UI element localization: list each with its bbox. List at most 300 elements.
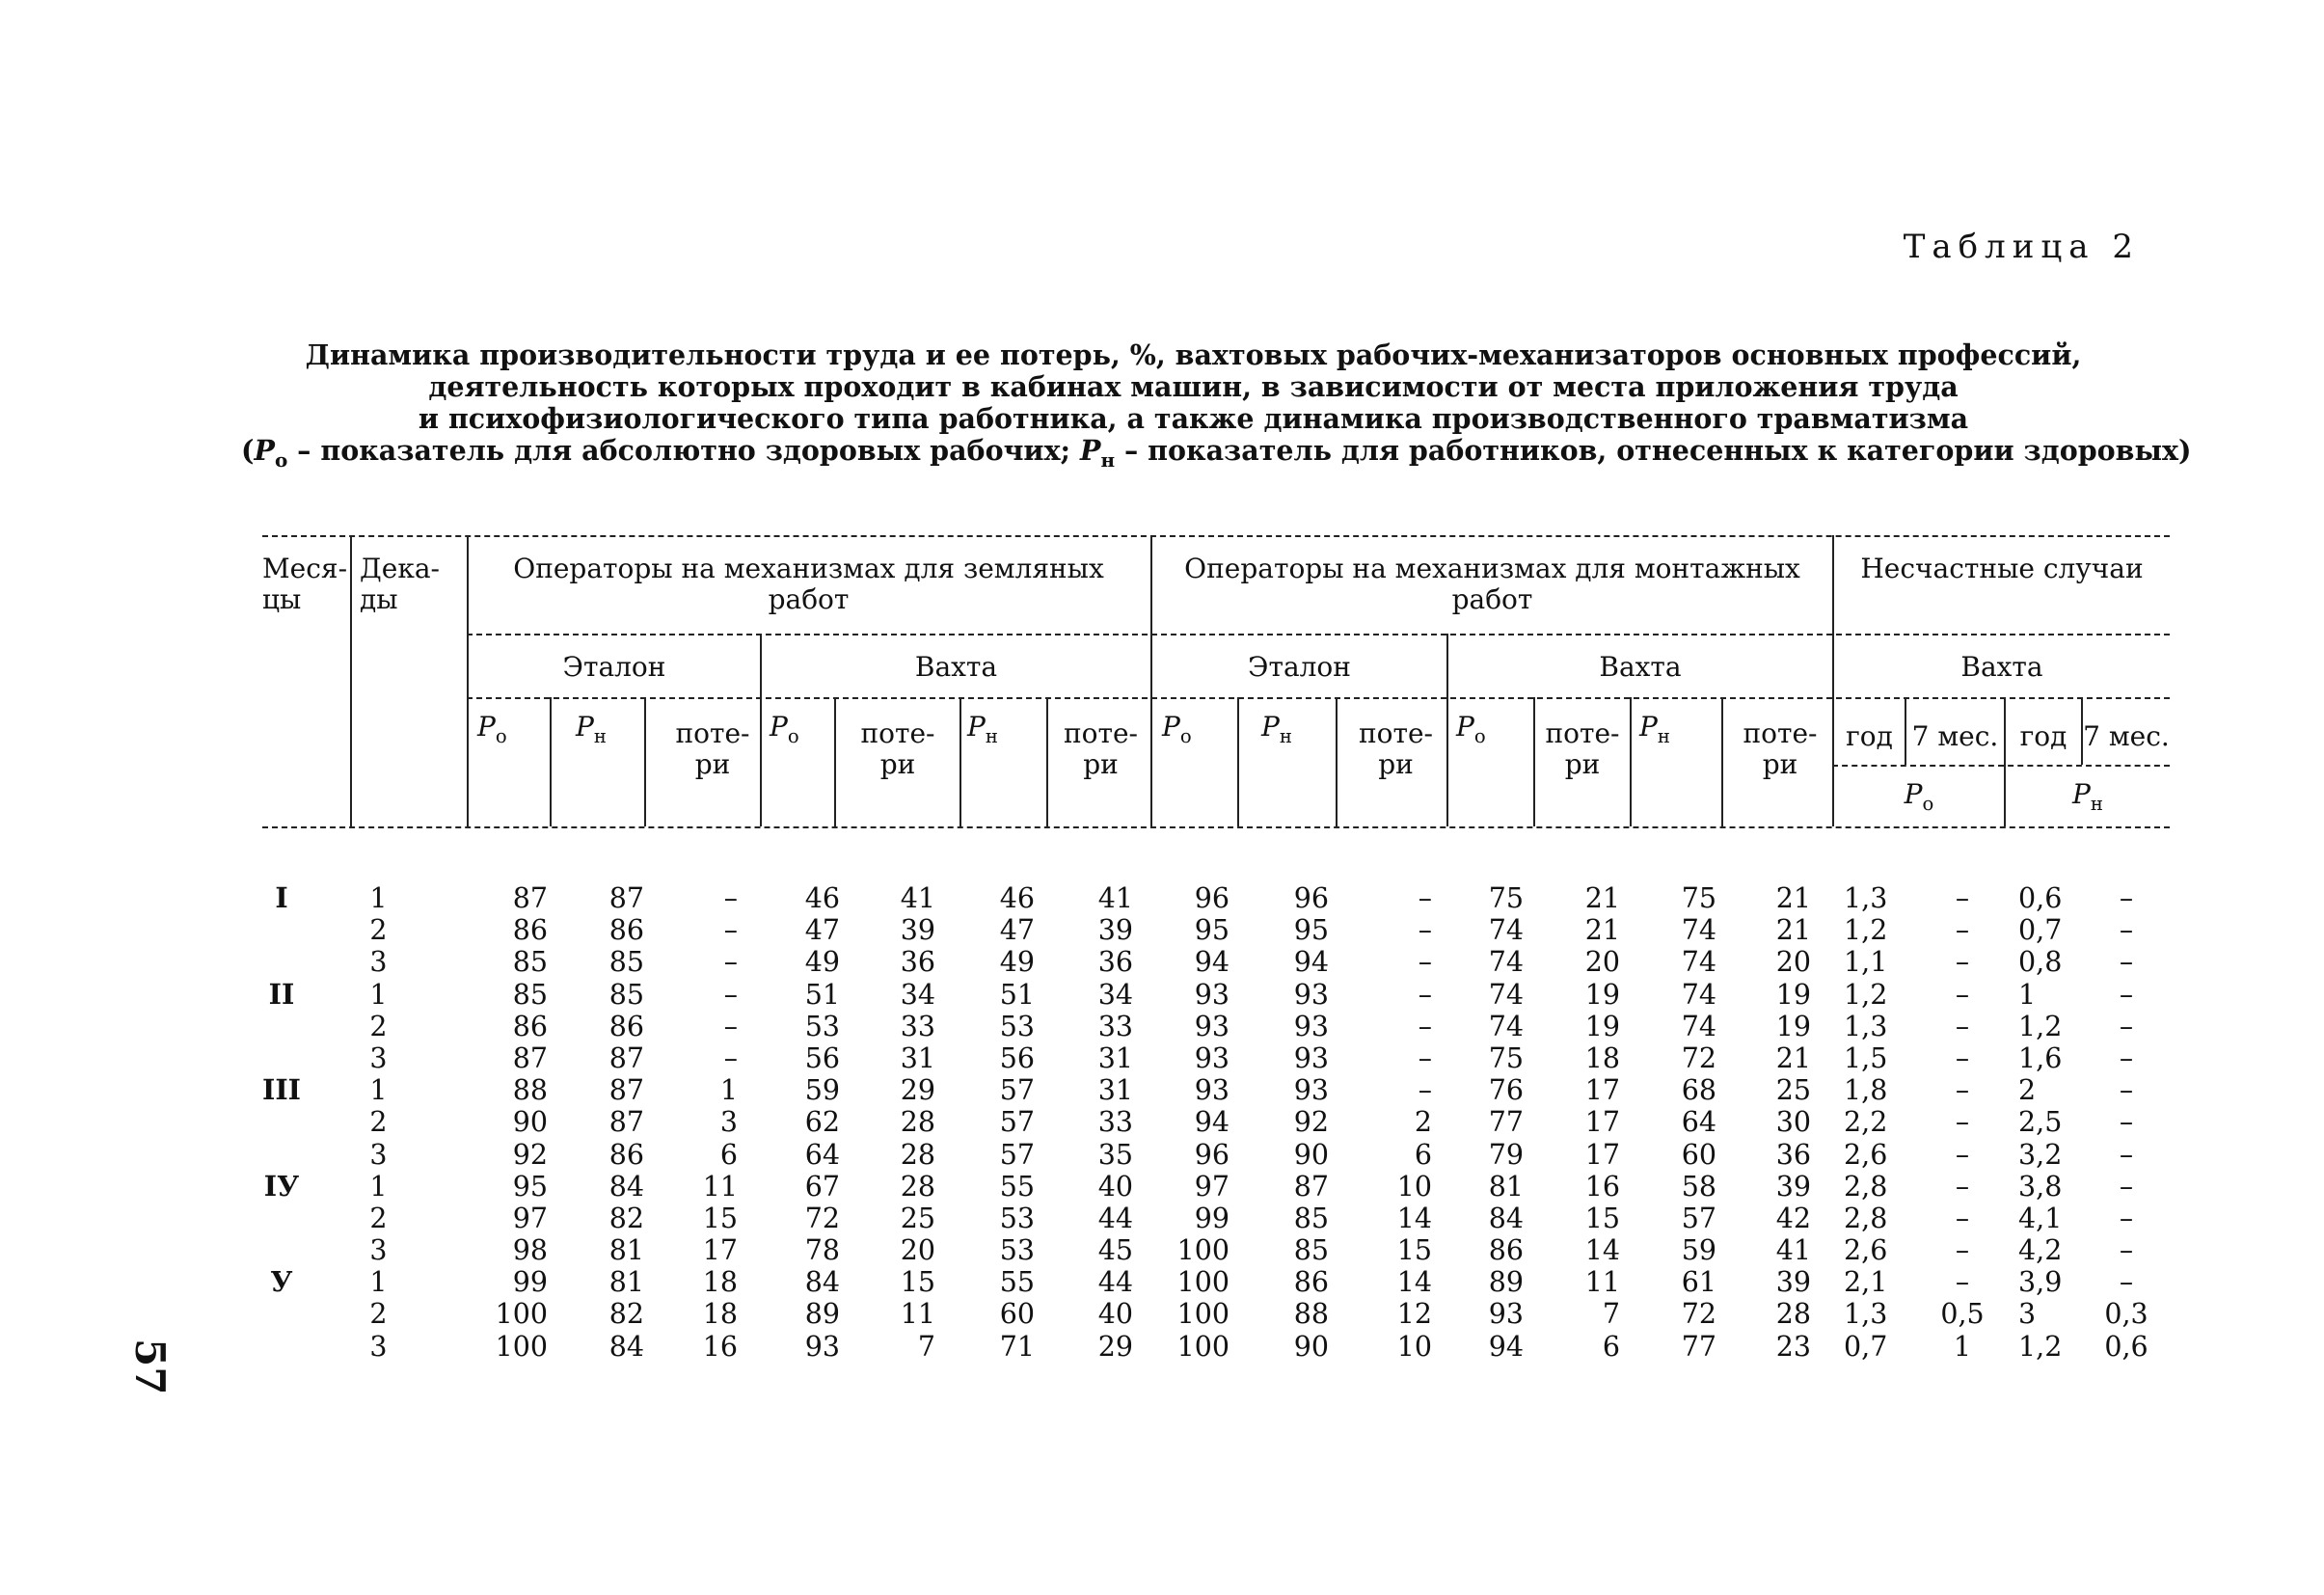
table-cell: 81 — [608, 1266, 644, 1299]
table-cell: 21 — [1584, 914, 1620, 947]
table-cell: 1 — [369, 1266, 388, 1299]
header-po: $P_о$ — [770, 711, 799, 747]
header-po: $P_о$ — [477, 711, 507, 747]
table-cell: – — [2119, 1170, 2134, 1203]
table-cell: 35 — [1097, 1138, 1133, 1171]
table-cell: 1,2 — [2018, 1330, 2063, 1363]
table-cell: 96 — [1194, 1138, 1230, 1171]
table-cell: 57 — [999, 1138, 1035, 1171]
column-a-po-y — [1844, 882, 1898, 1363]
table-cell: 18 — [702, 1266, 738, 1299]
table-cell: 2 — [369, 914, 388, 947]
column-v-lo — [878, 882, 935, 1363]
table-cell: 93 — [804, 1330, 840, 1363]
table-cell: – — [723, 914, 738, 947]
table-cell: 55 — [999, 1266, 1035, 1299]
table-cell: 18 — [1584, 1041, 1620, 1074]
table-cell: 3 — [369, 1234, 388, 1267]
header-pn: $P_н$ — [1261, 711, 1292, 747]
table-cell: 14 — [1584, 1234, 1620, 1267]
table-cell: – — [2119, 1234, 2134, 1267]
table-cell: 74 — [1488, 978, 1524, 1011]
table-cell: – — [2119, 1074, 2134, 1107]
table-cell: 57 — [999, 1074, 1035, 1107]
table-cell: 19 — [1584, 978, 1620, 1011]
table-cell: 100 — [1176, 1266, 1230, 1299]
table-cell: 1 — [369, 1170, 388, 1203]
table-cell: 34 — [1097, 978, 1133, 1011]
table-cell: – — [2119, 1138, 2134, 1171]
table-cell: 2,8 — [1844, 1202, 1888, 1234]
table-cell: 2 — [2018, 1074, 2037, 1107]
table-cell: 84 — [1488, 1202, 1524, 1234]
table-cell: 74 — [1488, 914, 1524, 947]
table-cell: 39 — [1775, 1266, 1811, 1299]
table-cell: 94 — [1293, 946, 1329, 979]
table-cell — [262, 1203, 301, 1234]
table-cell: 17 — [1584, 1106, 1620, 1139]
table-cell: 1 — [2018, 978, 2037, 1011]
table-cell: 72 — [1681, 1298, 1716, 1331]
caption-line-2: деятельность которых проходит в кабинах машин, в зависимости от места приложения труда — [428, 370, 1959, 403]
table-cell: 74 — [1488, 1010, 1524, 1042]
column-mv-pn — [1659, 882, 1716, 1363]
table-cell: 85 — [1293, 1202, 1329, 1234]
table-cell: 1 — [719, 1074, 738, 1107]
table-cell: 85 — [512, 946, 548, 979]
table-cell: – — [1955, 946, 1970, 979]
table-cell: 34 — [900, 978, 935, 1011]
table-cell: 93 — [1293, 1074, 1329, 1107]
header-po: $P_о$ — [1162, 711, 1192, 747]
table-cell — [262, 1042, 301, 1074]
table-cell: – — [1418, 1041, 1432, 1074]
header-pn: $P_н$ — [1639, 711, 1670, 747]
table-cell: 12 — [1396, 1298, 1432, 1331]
table-cell: 90 — [1293, 1138, 1329, 1171]
table-cell: 36 — [900, 946, 935, 979]
table-cell: 2,6 — [1844, 1234, 1888, 1267]
table-cell: 0,6 — [2104, 1330, 2148, 1363]
table-cell: 79 — [1488, 1138, 1524, 1171]
table-cell: III — [262, 1073, 301, 1107]
table-cell: 95 — [1194, 914, 1230, 947]
table-cell: 2 — [1414, 1106, 1432, 1139]
table-cell: – — [1955, 1170, 1970, 1203]
table-cell — [262, 1139, 301, 1171]
table-cell: – — [2119, 1202, 2134, 1234]
column-mv-lo — [1562, 882, 1620, 1363]
table-cell: 15 — [900, 1266, 935, 1299]
table-cell: 20 — [900, 1234, 935, 1267]
table-cell — [262, 1331, 301, 1363]
table-cell: 57 — [999, 1106, 1035, 1139]
table-cell: 77 — [1681, 1330, 1716, 1363]
table-cell: 84 — [804, 1266, 840, 1299]
table-cell: – — [2119, 914, 2134, 947]
table-cell: 96 — [1194, 882, 1230, 914]
table-cell: – — [723, 946, 738, 979]
table-cell: – — [2119, 1106, 2134, 1139]
table-cell: 39 — [1775, 1170, 1811, 1203]
table-cell: 41 — [900, 882, 935, 914]
table-cell: 99 — [1194, 1202, 1230, 1234]
table-cell: 81 — [1488, 1170, 1524, 1203]
table-cell: 75 — [1488, 882, 1524, 914]
table-cell: – — [1418, 882, 1432, 914]
header-vakhta-accidents: Вахта — [1960, 651, 2043, 683]
column-a-pn-7 — [2102, 882, 2150, 1363]
table-cell: 94 — [1194, 946, 1230, 979]
table-cell: 94 — [1488, 1330, 1524, 1363]
table-cell: 87 — [1293, 1170, 1329, 1203]
table-cell: 51 — [804, 978, 840, 1011]
table-cell: – — [1955, 882, 1970, 914]
caption-line-4: ($P_о$ – показатель для абсолютно здоровых рабочих; $P_н$ – показатель для работников, отнесенных к категории здоровых) — [241, 434, 2192, 472]
header-subcolumn-rule — [467, 697, 2170, 699]
table-cell: 41 — [1097, 882, 1133, 914]
caption-line-1: Динамика производительности труда и ее потерь, %, вахтовых рабочих-механизаторов основных профессий, — [305, 338, 2082, 371]
table-cell: 100 — [495, 1298, 548, 1331]
table-cell: – — [2119, 946, 2134, 979]
table-cell: 31 — [900, 1041, 935, 1074]
header-etalon-earth: Эталон — [562, 651, 666, 683]
table-label: Таблица 2 — [1903, 228, 2140, 266]
table-cell: У — [270, 1265, 293, 1299]
table-cell: 86 — [1488, 1234, 1524, 1267]
table-cell: 46 — [999, 882, 1035, 914]
table-cell: 90 — [512, 1106, 548, 1139]
table-cell: 21 — [1775, 1041, 1811, 1074]
table-cell: 0,7 — [1844, 1330, 1888, 1363]
header-pn: $P_н$ — [967, 711, 998, 747]
table-cell: 23 — [1775, 1330, 1811, 1363]
table-cell: 2,6 — [1844, 1138, 1888, 1171]
table-cell: 0,7 — [2018, 914, 2063, 947]
table-cell: 71 — [999, 1330, 1035, 1363]
table-cell: 2,8 — [1844, 1170, 1888, 1203]
header-vakhta-mount: Вахта — [1599, 651, 1682, 683]
table-cell: 17 — [1584, 1138, 1620, 1171]
table-cell: 93 — [1194, 1010, 1230, 1042]
table-cell: 88 — [1293, 1298, 1329, 1331]
header-group-mount: Операторы на механизмах для монтажных работ — [1184, 553, 1800, 615]
header-losses: поте- ри — [860, 717, 935, 780]
table-cell: 62 — [804, 1106, 840, 1139]
column-e-po — [487, 882, 548, 1363]
table-cell: – — [2119, 882, 2134, 914]
header-losses: поте- ри — [675, 717, 750, 780]
table-cell: – — [2119, 1041, 2134, 1074]
table-cell: 45 — [1097, 1234, 1133, 1267]
table-cell: 30 — [1775, 1106, 1811, 1139]
table-cell: 1,2 — [1844, 914, 1888, 947]
table-cell: 40 — [1097, 1298, 1133, 1331]
table-cell: 42 — [1775, 1202, 1811, 1234]
table-cell: – — [1955, 914, 1970, 947]
table-cell: 11 — [702, 1170, 738, 1203]
table-cell: 60 — [1681, 1138, 1716, 1171]
table-cell: 25 — [900, 1202, 935, 1234]
table-cell: 55 — [999, 1170, 1035, 1203]
table-cell: 92 — [512, 1138, 548, 1171]
table-cell: 97 — [512, 1202, 548, 1234]
table-cell: 1 — [1953, 1330, 1972, 1363]
table-cell: – — [1955, 1041, 1970, 1074]
header-etalon-mount: Эталон — [1248, 651, 1351, 683]
header-divider — [1336, 697, 1338, 826]
table-cell: – — [1955, 1138, 1970, 1171]
table-cell: 95 — [1293, 914, 1329, 947]
table-cell: 14 — [1396, 1202, 1432, 1234]
table-cell: 29 — [900, 1074, 935, 1107]
table-cell: 4,2 — [2018, 1234, 2063, 1267]
table-cell: 51 — [999, 978, 1035, 1011]
table-cell: 15 — [1396, 1234, 1432, 1267]
table-cell: 7 — [917, 1330, 935, 1363]
table-cell: 49 — [999, 946, 1035, 979]
table-cell: 84 — [608, 1330, 644, 1363]
table-cell: 93 — [1194, 1074, 1230, 1107]
table-cell: 2 — [369, 1202, 388, 1234]
header-divider — [1721, 697, 1723, 826]
table-cell: 95 — [512, 1170, 548, 1203]
header-bottom-rule — [262, 826, 2170, 828]
table-cell: – — [2119, 1010, 2134, 1042]
table-cell: 100 — [1176, 1298, 1230, 1331]
column-me-po — [1167, 882, 1230, 1363]
table-cell: 81 — [608, 1234, 644, 1267]
header-vakhta-earth: Вахта — [914, 651, 998, 683]
table-cell: 86 — [512, 914, 548, 947]
table-cell: 0,6 — [2018, 882, 2063, 914]
table-cell: – — [723, 978, 738, 1011]
table-cell: – — [723, 882, 738, 914]
header-top-rule — [262, 535, 2170, 537]
table-cell: 3,9 — [2018, 1266, 2063, 1299]
table-cell: 29 — [1097, 1330, 1133, 1363]
table-cell: 28 — [1775, 1298, 1811, 1331]
table-cell: – — [2119, 978, 2134, 1011]
table-cell: 59 — [1681, 1234, 1716, 1267]
table-cell — [262, 1234, 301, 1266]
header-months: Меся- цы — [262, 553, 348, 615]
table-cell — [262, 1298, 301, 1330]
table-cell: 1,8 — [1844, 1074, 1888, 1107]
table-cell: – — [1418, 914, 1432, 947]
table-cell: – — [2119, 1266, 2134, 1299]
header-divider — [1237, 697, 1239, 826]
table-cell: 88 — [512, 1074, 548, 1107]
column-mv-po — [1466, 882, 1524, 1363]
table-cell: 6 — [1602, 1330, 1620, 1363]
header-divider — [1630, 697, 1632, 826]
table-cell — [262, 914, 301, 946]
table-cell: 75 — [1488, 1041, 1524, 1074]
table-cell: 39 — [1097, 914, 1133, 947]
table-cell: 72 — [804, 1202, 840, 1234]
table-cell: 75 — [1681, 882, 1716, 914]
header-year: год — [1846, 720, 1893, 752]
column-v-po — [786, 882, 840, 1363]
table-cell: 86 — [512, 1010, 548, 1042]
table-cell: 74 — [1681, 978, 1716, 1011]
column-v-ln — [1075, 882, 1133, 1363]
table-cell: 3 — [2018, 1298, 2037, 1331]
header-divider — [1046, 697, 1048, 826]
table-cell: 28 — [900, 1106, 935, 1139]
header-divider — [350, 535, 352, 826]
column-a-po-7 — [1938, 882, 1986, 1363]
table-cell: 19 — [1775, 978, 1811, 1011]
table-cell: 11 — [900, 1298, 935, 1331]
table-cell: – — [1418, 1074, 1432, 1107]
table-cell: 74 — [1681, 1010, 1716, 1042]
table-cell: IУ — [263, 1169, 300, 1203]
table-cell: – — [1955, 1266, 1970, 1299]
table-cell: 21 — [1584, 882, 1620, 914]
table-cell: 1,3 — [1844, 1010, 1888, 1042]
table-cell: 10 — [1396, 1170, 1432, 1203]
table-cell: 87 — [608, 1106, 644, 1139]
table-cell: 7 — [1602, 1298, 1620, 1331]
table-cell: 86 — [1293, 1266, 1329, 1299]
table-cell: 2,5 — [2018, 1106, 2063, 1139]
table-cell — [262, 1011, 301, 1042]
table-cell: 16 — [702, 1330, 738, 1363]
table-cell: 68 — [1681, 1074, 1716, 1107]
column-v-pn — [979, 882, 1035, 1363]
table-cell: 93 — [1194, 1041, 1230, 1074]
table-cell: 94 — [1194, 1106, 1230, 1139]
header-seven-months: 7 мес. — [2083, 720, 2170, 752]
table-cell: 86 — [608, 914, 644, 947]
table-cell: 58 — [1681, 1170, 1716, 1203]
table-cell: 2 — [369, 1010, 388, 1042]
table-cell: 3 — [369, 1330, 388, 1363]
table-cell: 44 — [1097, 1202, 1133, 1234]
table-cell — [262, 1106, 301, 1138]
table-cell: 20 — [1775, 946, 1811, 979]
table-cell: 1,5 — [1844, 1041, 1888, 1074]
table-cell: 1 — [369, 978, 388, 1011]
table-cell: II — [268, 977, 295, 1011]
header-group-accidents: Несчастные случаи — [1860, 553, 2144, 584]
table-cell: 85 — [1293, 1234, 1329, 1267]
table-cell: – — [1955, 1074, 1970, 1107]
table-cell: 31 — [1097, 1041, 1133, 1074]
table-cell: 1,2 — [2018, 1010, 2063, 1042]
header-losses: поте- ри — [1358, 717, 1434, 780]
table-cell: 74 — [1681, 946, 1716, 979]
table-cell: 85 — [608, 946, 644, 979]
header-divider — [959, 697, 961, 826]
table-cell: 1,6 — [2018, 1041, 2063, 1074]
table-cell — [262, 946, 301, 978]
table-cell: 82 — [608, 1202, 644, 1234]
column-m — [262, 882, 301, 1363]
header-divider — [644, 697, 646, 826]
table-cell: – — [1418, 978, 1432, 1011]
table-cell: 98 — [512, 1234, 548, 1267]
table-cell: – — [723, 1010, 738, 1042]
table-cell: – — [1955, 1202, 1970, 1234]
table-cell: 1,2 — [1844, 978, 1888, 1011]
table-cell: 85 — [608, 978, 644, 1011]
table-cell: 28 — [900, 1138, 935, 1171]
column-me-l — [1374, 882, 1432, 1363]
page-number: 57 — [126, 1338, 174, 1395]
table-cell: 56 — [999, 1041, 1035, 1074]
table-cell: 61 — [1681, 1266, 1716, 1299]
header-decades: Дека- ды — [360, 553, 440, 615]
table-cell: 100 — [1176, 1330, 1230, 1363]
column-e-pn — [579, 882, 644, 1363]
table-cell: 60 — [999, 1298, 1035, 1331]
table-cell: 92 — [1293, 1106, 1329, 1139]
table-cell: 76 — [1488, 1074, 1524, 1107]
column-me-pn — [1268, 882, 1329, 1363]
table-cell: 2,2 — [1844, 1106, 1888, 1139]
column-a-pn-y — [2018, 882, 2076, 1363]
table-cell: 0,5 — [1940, 1298, 1985, 1331]
table-cell: 10 — [1396, 1330, 1432, 1363]
table-cell: 57 — [1681, 1202, 1716, 1234]
table-cell: 64 — [1681, 1106, 1716, 1139]
table-cell: 2 — [369, 1106, 388, 1139]
table-cell: 4,1 — [2018, 1202, 2063, 1234]
header-divider — [550, 697, 552, 826]
table-cell: 15 — [702, 1202, 738, 1234]
table-cell: 3 — [369, 1138, 388, 1171]
table-cell: 53 — [999, 1010, 1035, 1042]
table-cell: 40 — [1097, 1170, 1133, 1203]
table-cell: 89 — [804, 1298, 840, 1331]
table-cell: 25 — [1775, 1074, 1811, 1107]
table-cell: 87 — [608, 1041, 644, 1074]
table-cell: 46 — [804, 882, 840, 914]
table-cell: 44 — [1097, 1266, 1133, 1299]
table-cell: 28 — [900, 1170, 935, 1203]
table-cell: 17 — [702, 1234, 738, 1267]
table-cell: 20 — [1584, 946, 1620, 979]
table-cell: 1,1 — [1844, 946, 1888, 979]
table-cell: 41 — [1775, 1234, 1811, 1267]
table-cell: 3 — [369, 946, 388, 979]
table-cell: 0,3 — [2104, 1298, 2148, 1331]
table-cell: 47 — [999, 914, 1035, 947]
table-cell: 3 — [719, 1106, 738, 1139]
table-cell: 15 — [1584, 1202, 1620, 1234]
table-cell: 31 — [1097, 1074, 1133, 1107]
table-cell: 1,3 — [1844, 1298, 1888, 1331]
table-cell: 2,1 — [1844, 1266, 1888, 1299]
table-cell: 77 — [1488, 1106, 1524, 1139]
table-cell: 16 — [1584, 1170, 1620, 1203]
table-cell: 97 — [1194, 1170, 1230, 1203]
header-group-earth: Операторы на механизмах для земляных работ — [513, 553, 1104, 615]
table-cell: 21 — [1775, 914, 1811, 947]
table-cell: 86 — [608, 1010, 644, 1042]
table-cell: – — [1955, 1106, 1970, 1139]
table-cell: I — [275, 881, 288, 914]
table-cell: – — [1418, 946, 1432, 979]
table-cell: 53 — [999, 1234, 1035, 1267]
header-year: год — [2019, 720, 2067, 752]
table-cell: 90 — [1293, 1330, 1329, 1363]
table-cell: 78 — [804, 1234, 840, 1267]
table-cell: 33 — [1097, 1106, 1133, 1139]
